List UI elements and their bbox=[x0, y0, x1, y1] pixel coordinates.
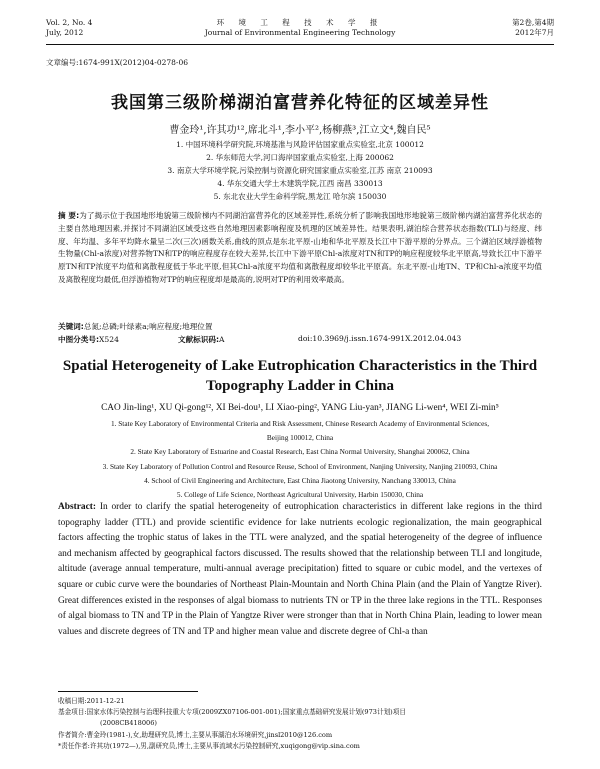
affiliation-cn-2: 2. 华东师范大学,河口海岸国家重点实验室,上海 200062 bbox=[206, 153, 394, 162]
affiliation-cn-5: 5. 东北农业大学生命科学院,黑龙江 哈尔滨 150030 bbox=[213, 192, 387, 201]
publication-date-cn: 2012年7月 bbox=[515, 28, 554, 37]
abstract-en-text: In order to clarify the spatial heterogeneity of eutrophication characteristics in different lake regions in the third topography ladder (TTL) and provide scientific evidence for lake nutrients ecologic regionalization, the main geographical factors affecting the trophic status of lakes in the TTL were analyzed, and the spatial heterogeneity of the degree of influence and mechanism affected by geographical factors discussed. The results showed that the relationship between TLI and longitude, altitude (average annual temperature, multi-annual average precipitation) fitted to square or cubic model, and the vertexes of square or cubic curve were the boundaries of Northeast Plain-Mountain and North China Plain (and the Plain of Yangtze River). Great differences existed in the responses of algal biomass to nutrients TN or TP in the three lake regions in the TTL. Responses of algal biomass to TN and TP in the Plain of Yangtze River were stronger than that in North China Plain, leading to lower mean values and discrete degrees of TN and TP and higher mean value and discrete degree of Chl-a than bbox=[58, 502, 542, 637]
affiliations-chinese bbox=[46, 138, 554, 203]
volume-issue: Vol. 2, No. 4 bbox=[46, 18, 93, 27]
clc-value: X524 bbox=[99, 335, 119, 344]
abstract-en-label: Abstract: bbox=[58, 502, 97, 512]
footnote-funding-cont: (2008CB418006) bbox=[100, 719, 157, 728]
footnote-received: 收稿日期:2011-12-21 bbox=[58, 697, 125, 705]
doc-code bbox=[178, 334, 225, 345]
title-chinese: 我国第三级阶梯湖泊富营养化特征的区域差异性 bbox=[111, 93, 489, 113]
affiliation-en-5: 5. College of Life Science, Northeast Agricultural University, Harbin 150030, China bbox=[176, 490, 424, 500]
keywords-cn-label: 关键词: bbox=[58, 322, 84, 331]
affiliation-cn-4: 4. 华东交通大学土木建筑学院,江西 南昌 330013 bbox=[217, 179, 383, 188]
footnote-funding: 基金项目:国家水体污染控制与治理科技重大专项(2009ZX07106-001-001);国家重点基础研究发展计划(973计划)项目 bbox=[58, 708, 406, 717]
journal-name-en: Journal of Environmental Engineering Technology bbox=[204, 28, 396, 37]
doc-value: A bbox=[219, 335, 225, 344]
doc-label: 文献标识码: bbox=[178, 335, 220, 344]
header-right bbox=[512, 18, 554, 38]
affiliation-en-1-cont: Beijing 100012, China bbox=[266, 433, 334, 443]
affiliation-cn-1: 1. 中国环境科学研究院,环境基准与风险评估国家重点实验室,北京 100012 bbox=[176, 140, 424, 149]
footnote-divider bbox=[58, 691, 198, 692]
running-header bbox=[46, 18, 554, 44]
header-center bbox=[46, 18, 554, 38]
abstract-cn-text: 为了揭示位于我国地形地貌第三级阶梯内不同湖泊富营养化的区域差异性,系统分析了影响我国地形地貌第三级阶梯内湖泊富营养化状态的主要自然地理因素,并探讨不同湖泊区域受这些自然地理因素影响程度及机理的区域差异性。结果表明,湖泊综合营养状态指数(TLI)与经度、纬度、年均温、多年平均降水量呈二次(三次)函数关系,曲线的顶点是东北平原-山地和华北平原及长江中下游平原的分界点。三个湖泊区域浮游植物生物量(Chl-a浓度)对营养物TN和TP的响应程度存在较大差异,长江中下游平原Chl-a浓度对TN和TP的响应程度较华北平原高,导致长江中下游平原TN和TP浓度平均值和离散程度低于华北平原,但其Chl-a浓度平均值和离散程度却较华北平原高。东北平原-山地TN、TP和Chl-a浓度平均值及离散程度均最低,但浮游植物对TP的响应程度却是最高的,说明对TP的利用效率最高。 bbox=[58, 211, 542, 284]
keywords-chinese bbox=[58, 321, 542, 332]
footnote-author-bio: 作者简介:曹金玲(1981-),女,助理研究员,博士,主要从事湖泊水环境研究,jinsl2010@126.com bbox=[58, 730, 333, 739]
publication-date: July, 2012 bbox=[46, 28, 84, 37]
title-english: Spatial Heterogeneity of Lake Eutrophication Characteristics in the Third Topography Ladder in China bbox=[62, 358, 538, 394]
affiliations-english bbox=[40, 417, 560, 502]
clc-code bbox=[58, 334, 119, 345]
abstract-english bbox=[58, 500, 542, 640]
footnote-corresponding: *责任作者:许其功(1972—),男,副研究员,博士,主要从事流域水污染控制研究,xuqigong@vip.sina.com bbox=[58, 741, 360, 750]
affiliation-en-3: 3. State Key Laboratory of Pollution Control and Resource Reuse, School of Environment, Nanjing University, Nanjing 210093, China bbox=[102, 461, 498, 471]
abstract-chinese bbox=[58, 210, 542, 287]
volume-issue-cn: 第2卷,第4期 bbox=[512, 18, 554, 27]
authors-english: CAO Jin-ling¹, XU Qi-gong¹², XI Bei-dou¹, LI Xiao-ping², YANG Liu-yan³, JIANG Li-wen⁴, WEI Zi-min⁵ bbox=[101, 403, 499, 413]
affiliation-en-1: 1. State Key Laboratory of Environmental Criteria and Risk Assessment, Chinese Research Academy of Environmental Sciences, bbox=[110, 419, 490, 428]
affiliation-en-2: 2. State Key Laboratory of Estuarine and Coastal Research, East China Normal University, Shanghai 200062, China bbox=[130, 447, 470, 457]
affiliation-en-4: 4. School of Civil Engineering and Architecture, East China Jiaotong University, Nanchang 330013, China bbox=[144, 475, 456, 485]
abstract-cn-label: 摘 要: bbox=[58, 211, 80, 220]
header-divider bbox=[46, 44, 554, 45]
journal-name-cn: 环 境 工 程 技 术 学 报 bbox=[216, 18, 384, 27]
authors-chinese: 曹金玲¹,许其功¹²,席北斗¹,李小平²,杨柳燕³,江立文⁴,魏自民⁵ bbox=[169, 125, 431, 136]
affiliation-cn-3: 3. 南京大学环境学院,污染控制与资源化研究国家重点实验室,江苏 南京 210093 bbox=[167, 166, 433, 175]
footnotes bbox=[58, 696, 542, 752]
doi-label: doi: bbox=[298, 334, 313, 343]
clc-label: 中图分类号: bbox=[58, 335, 100, 344]
doi-value: 10.3969/j.issn.1674-991X.2012.04.043 bbox=[312, 334, 462, 343]
keywords-cn-text: 总氮;总磷;叶绿素a;响应程度;地理位置 bbox=[83, 322, 213, 331]
article-number: 文章编号:1674-991X(2012)04-0278-06 bbox=[46, 58, 188, 67]
doi bbox=[298, 334, 461, 343]
